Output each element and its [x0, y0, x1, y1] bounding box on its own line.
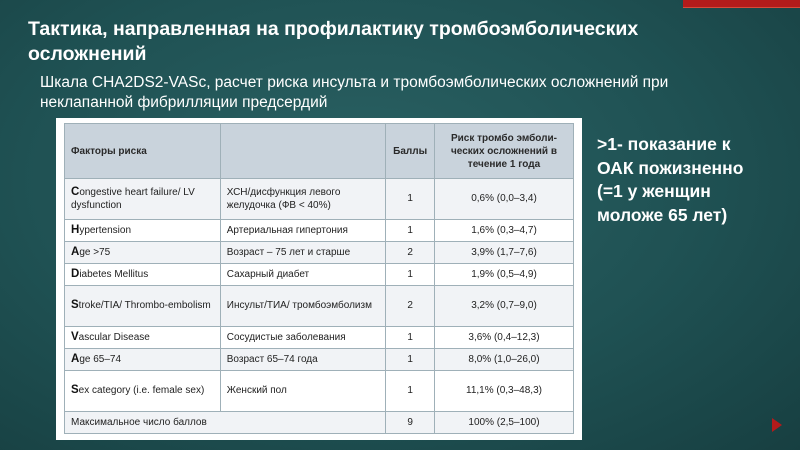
risk-cell: 1,9% (0,5–4,9) [434, 264, 573, 286]
factor-cell [65, 349, 221, 371]
factor-text: ascular Disease [78, 331, 150, 343]
factor-cell [65, 286, 221, 327]
factor-initial: H [71, 223, 80, 236]
description-cell: Сахарный диабет [220, 264, 386, 286]
factor-text: ge >75 [79, 246, 111, 258]
factor-text: ex category (i.e. female sex) [78, 385, 205, 397]
total-risk-cell: 100% (2,5–100) [434, 412, 573, 434]
slide-subtitle: Шкала CHA2DS2-VASc, расчет риска инсульта и тромбоэмболических осложнений при неклапанной фибрилляции предсердий [40, 74, 669, 111]
factor-text: ge 65–74 [79, 353, 122, 365]
table-row [65, 264, 574, 286]
risk-cell: 8,0% (1,0–26,0) [434, 349, 573, 371]
table-row [65, 349, 574, 371]
description-cell: Инсульт/ТИА/ тромбоэмболизм [220, 286, 386, 327]
header-risk: Риск тромбо эмболи-ческих осложнений в течение 1 года [434, 124, 573, 179]
total-label-cell: Максимальное число баллов [65, 412, 386, 434]
score-cell: 2 [386, 286, 435, 327]
factor-cell [65, 179, 221, 220]
risk-cell: 3,2% (0,7–9,0) [434, 286, 573, 327]
slide-title: Тактика, направленная на профилактику тромбоэмболических осложнений [28, 18, 639, 65]
description-cell: ХСН/дисфункция левого желудочка (ФВ < 40%) [220, 179, 386, 220]
table-total-row [65, 412, 574, 434]
factor-text: ypertension [79, 224, 132, 236]
slide-arrow-icon [772, 418, 782, 432]
score-cell: 1 [386, 220, 435, 242]
factor-cell [65, 264, 221, 286]
factor-initial: V [71, 330, 79, 343]
description-cell: Женский пол [220, 371, 386, 412]
factor-cell [65, 242, 221, 264]
table-row [65, 179, 574, 220]
factor-initial: A [71, 352, 80, 365]
description-cell: Сосудистые заболевания [220, 327, 386, 349]
factor-text: troke/TIA/ Thrombo-embolism [78, 300, 211, 312]
factor-initial: C [71, 185, 80, 198]
risk-cell: 11,1% (0,3–48,3) [434, 371, 573, 412]
score-cell: 1 [386, 327, 435, 349]
risk-cell: 1,6% (0,3–4,7) [434, 220, 573, 242]
side-note: >1- показание к ОАК пожизненно (=1 у женщин моложе 65 лет) [597, 134, 744, 225]
header-description [220, 124, 386, 179]
description-cell: Возраст 65–74 года [220, 349, 386, 371]
score-cell: 1 [386, 371, 435, 412]
table-row [65, 327, 574, 349]
factor-cell [65, 371, 221, 412]
header-score: Баллы [386, 124, 435, 179]
table-header-row [65, 124, 574, 179]
table-row [65, 286, 574, 327]
table-row [65, 371, 574, 412]
total-score-cell: 9 [386, 412, 435, 434]
risk-cell: 3,6% (0,4–12,3) [434, 327, 573, 349]
factor-initial: S [71, 384, 79, 397]
risk-cell: 0,6% (0,0–3,4) [434, 179, 573, 220]
table-row [65, 220, 574, 242]
factor-text: iabetes Mellitus [79, 268, 149, 280]
factor-initial: A [71, 245, 80, 258]
score-cell: 1 [386, 264, 435, 286]
risk-cell: 3,9% (1,7–7,6) [434, 242, 573, 264]
description-cell: Возраст – 75 лет и старше [220, 242, 386, 264]
description-cell: Артериальная гипертония [220, 220, 386, 242]
accent-bar [683, 0, 800, 7]
header-factors: Факторы риска [65, 124, 221, 179]
table-row [65, 242, 574, 264]
factor-initial: D [71, 267, 80, 280]
score-cell: 2 [386, 242, 435, 264]
accent-stripe [683, 7, 800, 8]
cha2ds2-vasc-table [64, 123, 574, 434]
score-cell: 1 [386, 179, 435, 220]
factor-initial: S [71, 299, 79, 312]
score-cell: 1 [386, 349, 435, 371]
risk-table-card [56, 118, 582, 440]
factor-cell [65, 327, 221, 349]
factor-text: ongestive heart failure/ LV dysfunction [71, 186, 195, 211]
factor-cell [65, 220, 221, 242]
